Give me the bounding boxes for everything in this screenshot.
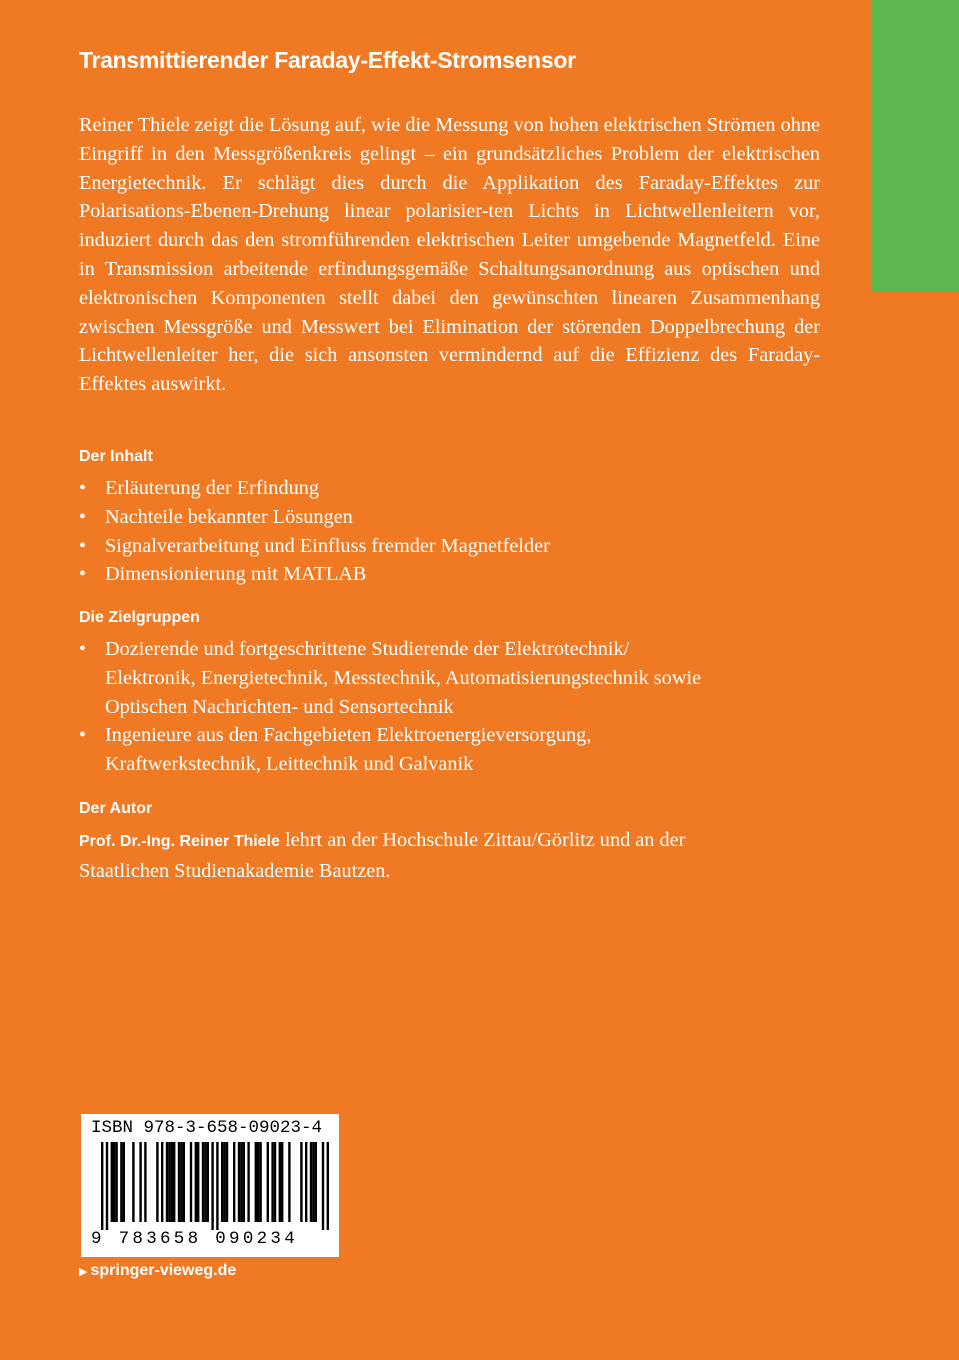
barcode-bar: [139, 1142, 141, 1222]
barcode-bar: [190, 1142, 192, 1222]
author-heading: Der Autor: [79, 800, 153, 817]
bullet-icon: •: [79, 477, 87, 499]
website-url: springer-vieweg.de: [90, 1262, 237, 1279]
isbn-label: ISBN 978-3-658-09023-4: [91, 1118, 323, 1138]
description-line: Reiner Thiele zeigt die Lösung auf, wie die Messung von hohen elektrischen: [79, 114, 702, 136]
description-line: Lichtwellenleiter her, die sich ansonsten vermindernd auf die Effizienz des: [79, 344, 738, 367]
barcode-bar: [315, 1142, 317, 1222]
barcode-bar: [207, 1142, 209, 1222]
barcode-bar: [178, 1142, 180, 1222]
description-line: Messgröße und Messwert bei Elimination der störenden Doppelbrechung der: [163, 315, 820, 338]
author-bio-line2: Staatlichen Studienakademie Bautzen.: [79, 859, 391, 882]
author-bio-line1: lehrt an der Hochschule Zittau/Görlitz und an der: [279, 829, 686, 851]
barcode-bar: [111, 1142, 113, 1222]
list-item: • Erläuterung der Erfindung: [79, 474, 820, 503]
barcode-bar: [288, 1142, 290, 1222]
bullet-icon: •: [79, 505, 87, 528]
author-bio: [79, 826, 820, 886]
barcode-bar: [259, 1142, 261, 1222]
barcode-bar: [247, 1142, 249, 1222]
description-paragraph: [79, 111, 820, 399]
audience-list: [79, 635, 820, 779]
barcode-bar: [327, 1142, 329, 1230]
barcode-bar: [120, 1142, 122, 1222]
barcode-bar: [123, 1142, 125, 1222]
description-line: Komponenten stellt dabei den gewünschten linearen Zusammenhang zwischen: [79, 286, 820, 338]
barcode-bar: [197, 1142, 199, 1222]
contents-list: [79, 474, 820, 589]
list-item: • Ingenieure aus den Fachgebieten Elektroenergieversorgung, Kraftwerkstechnik, Leittechnik und Galvanik: [79, 721, 820, 779]
barcode-bar: [132, 1142, 134, 1222]
barcode-bar: [183, 1142, 185, 1222]
barcode-bar: [223, 1142, 225, 1222]
barcode-bar: [211, 1142, 213, 1230]
barcode-bar: [115, 1142, 117, 1222]
bullet-icon: •: [79, 534, 87, 557]
barcode-bar: [173, 1142, 175, 1222]
description-line: Faraday-Effektes auswirkt.: [79, 344, 820, 396]
barcode-bar: [101, 1142, 103, 1230]
barcode-digits: 9 783658 090234: [91, 1229, 299, 1249]
barcode-bar: [171, 1142, 173, 1222]
description-line: erfindungsgemäße Schaltungsanordnung aus optischen und elektronischen: [79, 257, 820, 309]
barcode-bar: [238, 1142, 240, 1222]
barcode-bar: [161, 1142, 163, 1222]
description-line: ten Lichts in Lichtwellenleitern vor, induziert durch das den stromführenden: [79, 200, 820, 252]
barcode-bar: [233, 1142, 235, 1222]
barcode-bar: [180, 1142, 182, 1222]
description-line: Strömen ohne Eingriff in den Messgrößenkreis gelingt – ein grundsätzliches: [79, 114, 820, 165]
contents-heading: Der Inhalt: [79, 448, 153, 465]
barcode-bar: [204, 1142, 206, 1222]
book-title: Transmittierender Faraday-Effekt-Stromsensor: [79, 47, 576, 73]
barcode-bar: [226, 1142, 228, 1222]
bullet-icon: •: [79, 638, 87, 660]
barcode-bar: [243, 1142, 245, 1222]
arrow-icon: ▶: [79, 1266, 88, 1278]
barcode-bar: [240, 1142, 242, 1222]
barcode-bar: [195, 1142, 197, 1222]
barcode-bar: [113, 1142, 115, 1222]
description-line: des Faraday-Effektes zur Polarisations-Ebenen-Drehung linear polarisier-: [79, 171, 820, 223]
description-line: Problem der elektrischen Energietechnik. Er schlägt dies durch die Applikation: [79, 142, 820, 194]
list-item: • Dozierende und fortgeschrittene Studierende der Elektrotechnik/ Elektronik, Energietechnik, Messtechnik, Automatisierungstechnik sowie Optischen Nachrichten- und Sensortechnik: [79, 635, 820, 721]
audience-heading: Die Zielgruppen: [79, 609, 200, 626]
barcode-bar: [216, 1142, 218, 1230]
barcode-bar: [274, 1142, 276, 1222]
barcode-bar: [300, 1142, 302, 1222]
publisher-website[interactable]: [79, 1262, 236, 1280]
barcode-bars: [89, 1142, 331, 1232]
barcode-bar: [144, 1142, 146, 1222]
barcode-bar: [106, 1142, 108, 1230]
barcode-bar: [271, 1142, 273, 1222]
barcode-bar: [202, 1142, 204, 1222]
list-item: • Nachteile bekannter Lösungen: [79, 503, 820, 532]
list-item: • Signalverarbeitung und Einfluss fremder Magnetfelder: [79, 532, 820, 561]
barcode-bar: [257, 1142, 259, 1222]
bullet-icon: •: [79, 724, 87, 747]
barcode-bar: [168, 1142, 170, 1222]
barcode-bar: [322, 1142, 324, 1230]
list-item: • Dimensionierung mit MATLAB: [79, 560, 820, 589]
barcode-bar: [255, 1142, 257, 1222]
barcode-bar: [279, 1142, 281, 1222]
isbn-barcode: [81, 1114, 339, 1257]
barcode-bar: [221, 1142, 223, 1222]
barcode-bar: [166, 1142, 168, 1222]
description-line: elektrischen Leiter umgebende Magnetfeld. Eine in Transmission arbeitende: [79, 229, 820, 280]
barcode-bar: [305, 1142, 307, 1222]
barcode-bar: [267, 1142, 269, 1222]
barcode-bar: [310, 1142, 312, 1222]
barcode-bar: [312, 1142, 314, 1222]
bullet-icon: •: [79, 563, 87, 586]
accent-tab: [872, 0, 959, 291]
barcode-bar: [281, 1142, 283, 1222]
barcode-bar: [156, 1142, 158, 1222]
author-name: Prof. Dr.-Ing. Reiner Thiele: [79, 833, 280, 850]
